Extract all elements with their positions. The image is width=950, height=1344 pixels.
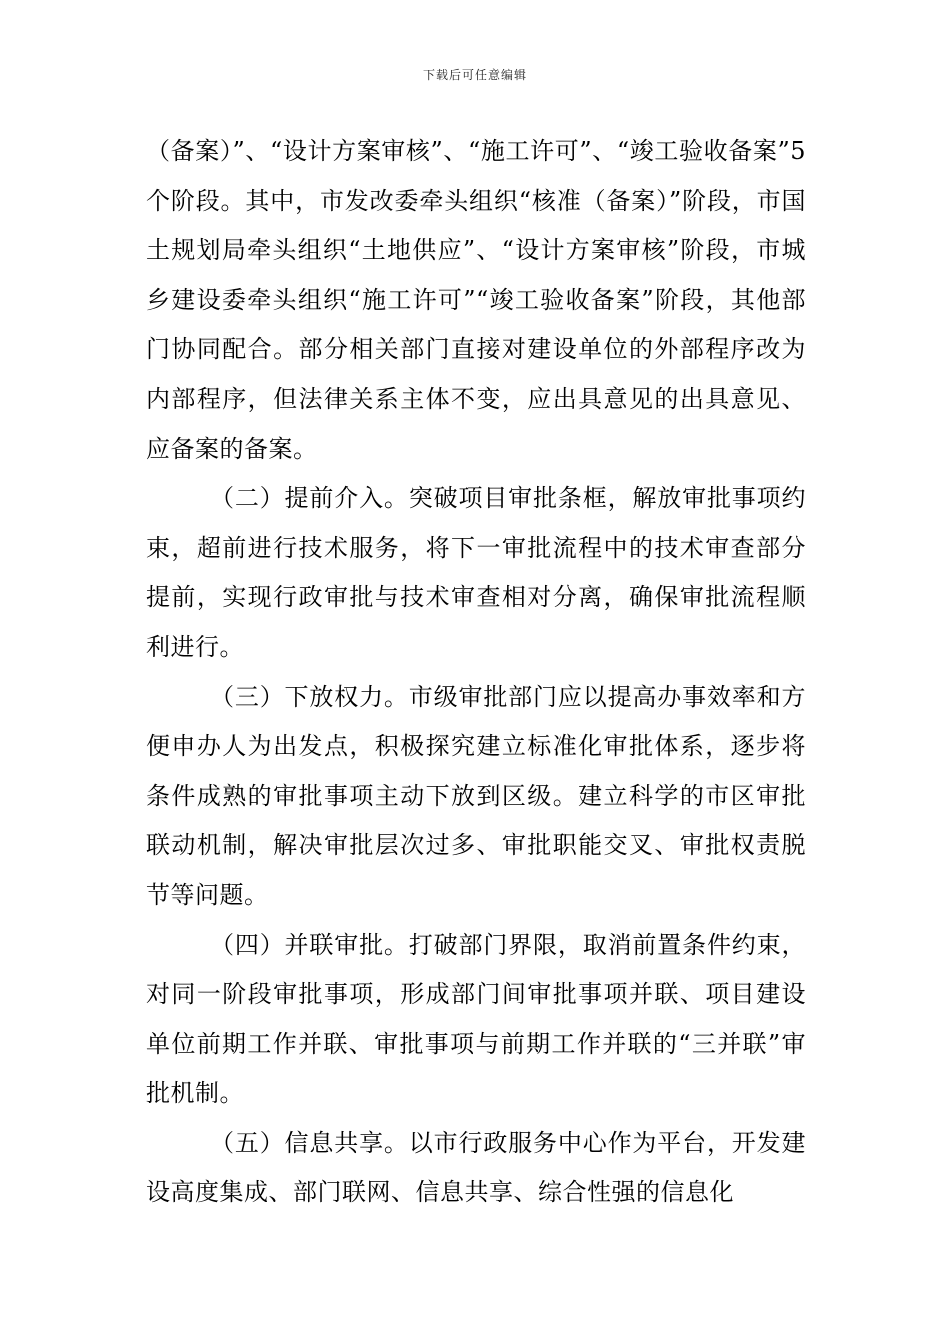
- paragraph-continuation: （备案）”、“设计方案审核”、“施工许可”、“竣工验收备案”5个阶段。其中，市发改委牵头组织“核准（备案）”阶段，市国土规划局牵头组织“土地供应”、“设计方案审核”阶段，市城乡建设委牵头组织“施工许可”“竣工验收备案”阶段，其他部门协同配合。部分相关部门直接对建设单位的外部程序改为内部程序，但法律关系主体不变，应出具意见的出具意见、应备案的备案。: [146, 137, 806, 463]
- paragraph-delegate-power: （三）下放权力。市级审批部门应以提高办事效率和方便申办人为出发点，积极探究建立标准化审批体系，逐步将条件成熟的审批事项主动下放到区级。建立科学的市区审批联动机制，解决审批层次过多、审批职能交叉、审批权责脱节等问题。: [146, 682, 806, 909]
- page-header: 下载后可任意编辑: [422, 68, 527, 82]
- paragraph-information-sharing: （五）信息共享。以市行政服务中心作为平台，开发建设高度集成、部门联网、信息共享、综合性强的信息化: [146, 1128, 806, 1207]
- paragraph-parallel-approval: （四）并联审批。打破部门界限，取消前置条件约束，对同一阶段审批事项，形成部门间审批事项并联、项目建设单位前期工作并联、审批事项与前期工作并联的“三并联”审批机制。: [146, 930, 806, 1108]
- document-body: [146, 127, 806, 1218]
- paragraph-early-intervention: （二）提前介入。突破项目审批条框，解放审批事项约束，超前进行技术服务，将下一审批流程中的技术审查部分提前，实现行政审批与技术审查相对分离，确保审批流程顺利进行。: [146, 484, 806, 661]
